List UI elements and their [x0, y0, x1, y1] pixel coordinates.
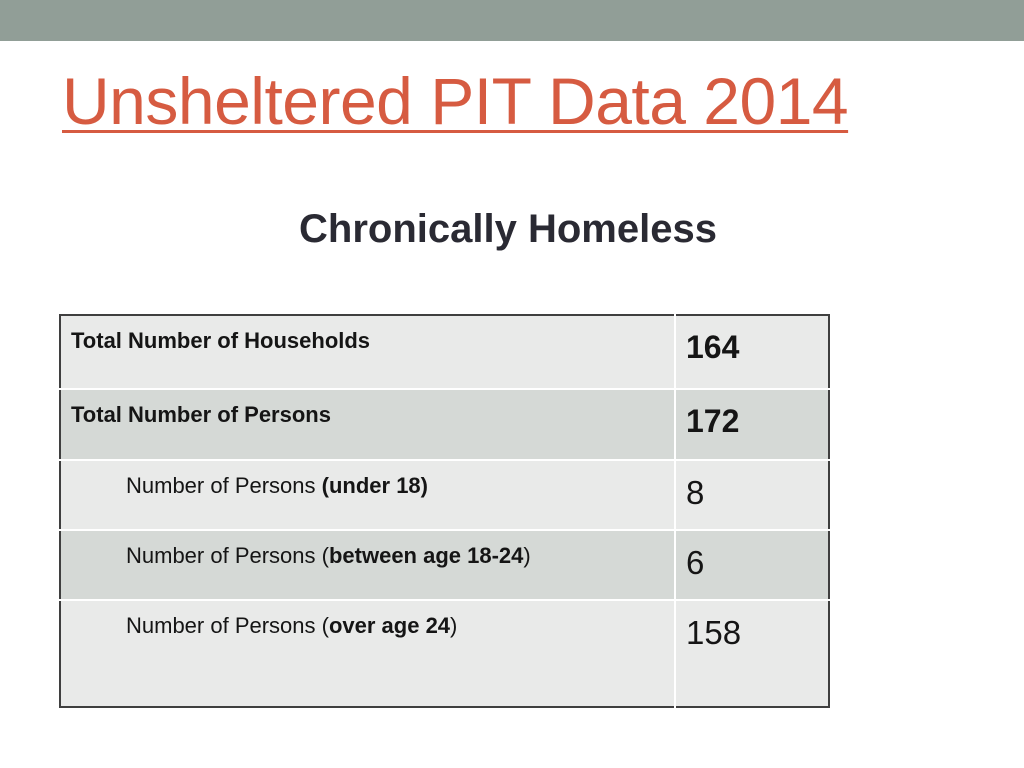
row-label-bold: (under 18) — [321, 473, 428, 498]
row-label-prefix: Number of Persons ( — [126, 613, 329, 638]
row-label-bold: over age 24 — [328, 613, 451, 638]
row-value: 6 — [675, 530, 829, 600]
slide-title: Unsheltered PIT Data 2014 — [62, 64, 849, 138]
row-label-suffix: ) — [450, 613, 458, 638]
row-label-suffix: ) — [523, 543, 531, 568]
row-label-bold: between age 18-24 — [328, 543, 524, 568]
chronically-homeless-table — [59, 314, 830, 708]
row-label — [60, 600, 675, 707]
row-value: 8 — [675, 460, 829, 530]
row-label: Total Number of Persons — [60, 389, 675, 460]
table-row-over-24 — [60, 600, 829, 707]
row-value: 172 — [675, 389, 829, 460]
row-label: Total Number of Households — [60, 315, 675, 389]
table-row-households — [60, 315, 829, 389]
row-label-prefix: Number of Persons ( — [126, 543, 329, 568]
table-row-18-24 — [60, 530, 829, 600]
table-row-under-18 — [60, 460, 829, 530]
row-label — [60, 530, 675, 600]
row-value: 158 — [675, 600, 829, 707]
row-value: 164 — [675, 315, 829, 389]
slide-subtitle: Chronically Homeless — [299, 207, 717, 251]
table-row-persons — [60, 389, 829, 460]
row-label — [60, 460, 675, 530]
row-label-prefix: Number of Persons — [126, 473, 322, 498]
top-accent-bar — [0, 0, 1024, 41]
